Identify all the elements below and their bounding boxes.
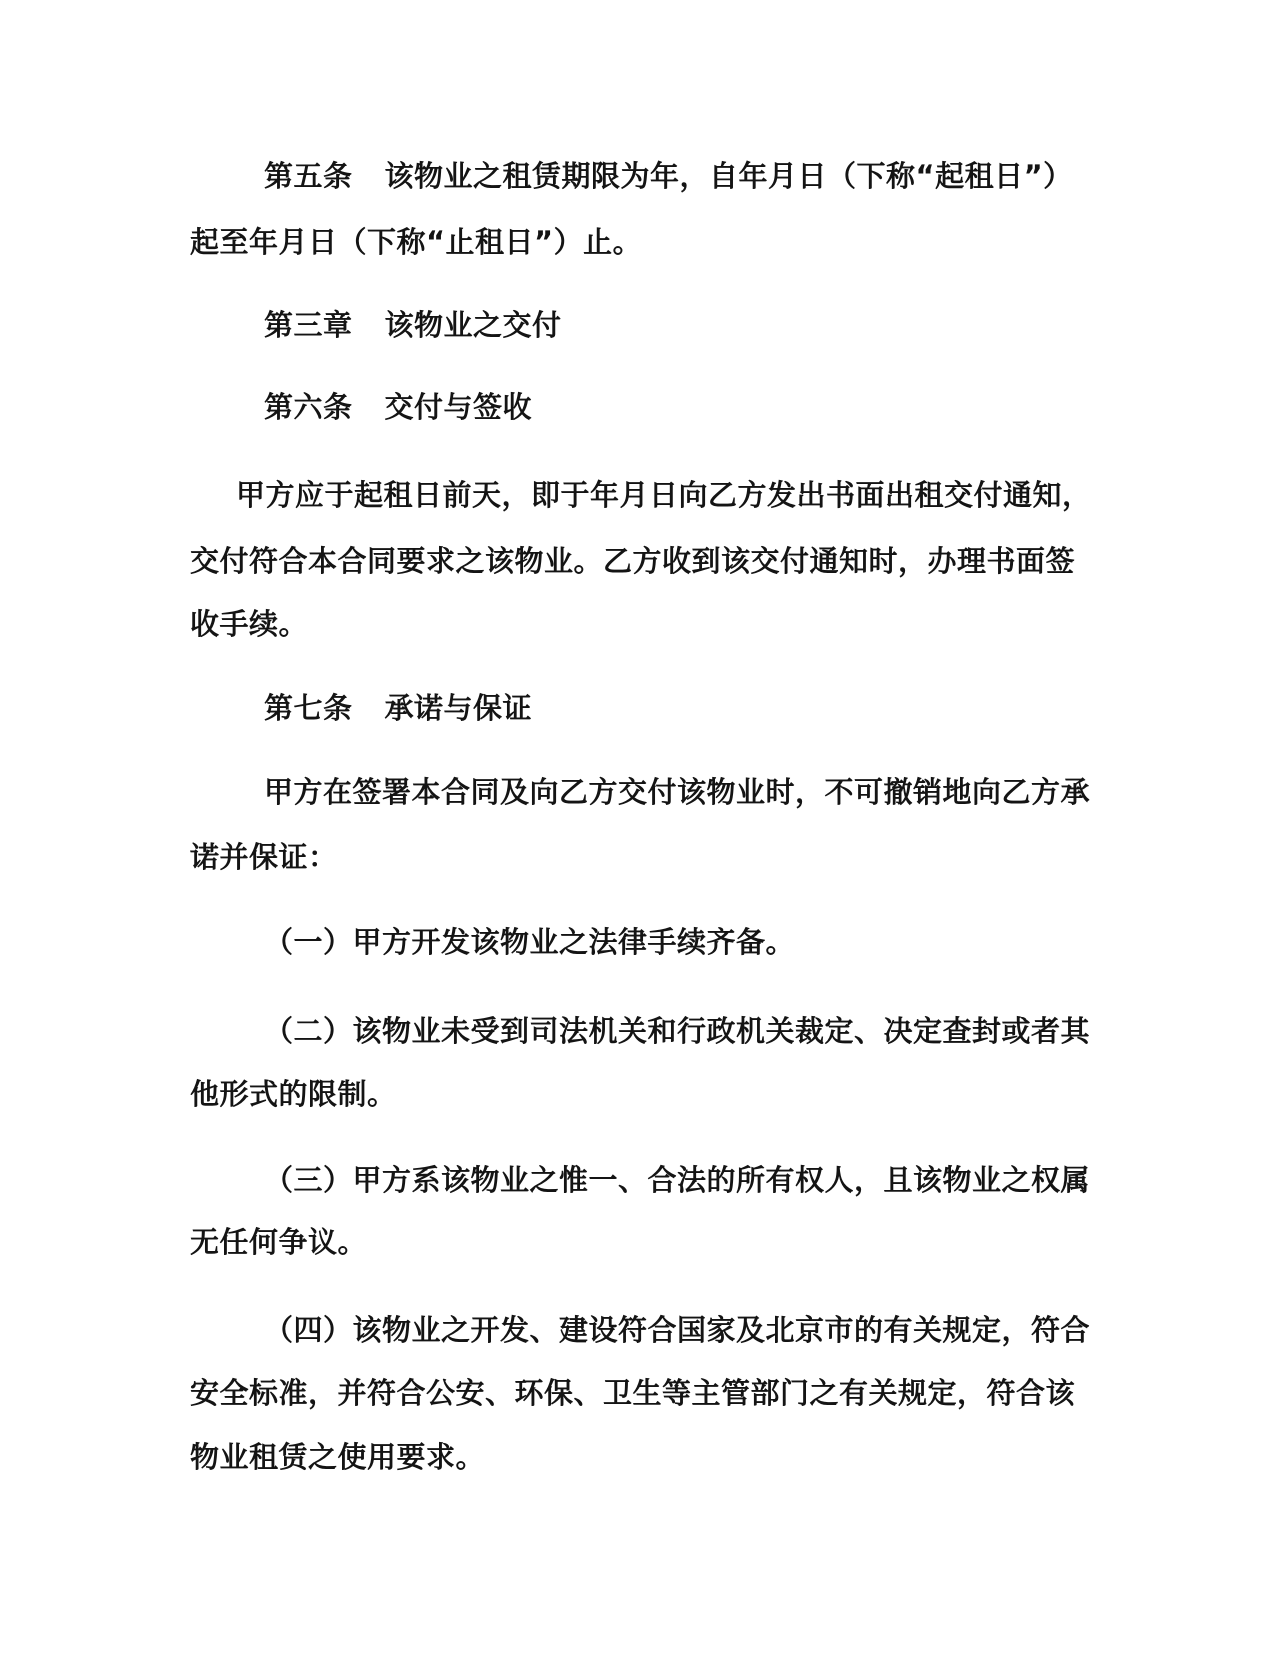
article6-line3: 收手续。 xyxy=(190,607,309,641)
article7-item2-line2: 他形式的限制。 xyxy=(190,1077,397,1111)
article7-title: 承诺与保证 xyxy=(384,691,533,725)
chapter3-label: 第三章 xyxy=(264,308,353,342)
article6-heading xyxy=(264,387,532,427)
article6-line2: 交付符合本合同要求之该物业。乙方收到该交付通知时，办理书面签 xyxy=(190,544,1076,578)
article7-item4-line3: 物业租赁之使用要求。 xyxy=(190,1440,486,1474)
article7-item3-line2: 无任何争议。 xyxy=(190,1225,368,1259)
article7-item3-line1: （三）甲方系该物业之惟一、合法的所有权人，且该物业之权属 xyxy=(264,1163,1091,1197)
article7-heading xyxy=(264,688,532,728)
article5-line2: 起至年月日（下称“止租日”）止。 xyxy=(190,225,643,259)
article5-label: 第五条 xyxy=(264,159,353,193)
article6-line1: 甲方应于起租日前天，即于年月日向乙方发出书面出租交付通知， xyxy=(236,478,1092,512)
article7-label: 第七条 xyxy=(264,691,353,725)
article7-item4-line1: （四）该物业之开发、建设符合国家及北京市的有关规定，符合 xyxy=(264,1313,1091,1347)
article7-intro-line1: 甲方在签署本合同及向乙方交付该物业时，不可撤销地向乙方承 xyxy=(264,775,1091,809)
article6-title: 交付与签收 xyxy=(384,390,533,424)
article5-text: 该物业之租赁期限为年，自年月日（下称“起租日”） xyxy=(384,159,1073,193)
chapter3-heading xyxy=(264,305,562,345)
article7-intro-line2: 诺并保证： xyxy=(190,840,338,874)
article7-item4-line2: 安全标准，并符合公安、环保、卫生等主管部门之有关规定，符合该 xyxy=(190,1376,1076,1410)
article6-label: 第六条 xyxy=(264,390,353,424)
article7-item1: （一）甲方开发该物业之法律手续齐备。 xyxy=(264,925,796,959)
article7-item2-line1: （二）该物业未受到司法机关和行政机关裁定、决定查封或者其 xyxy=(264,1014,1091,1048)
chapter3-title: 该物业之交付 xyxy=(384,308,562,342)
article5-line1 xyxy=(264,156,1073,196)
